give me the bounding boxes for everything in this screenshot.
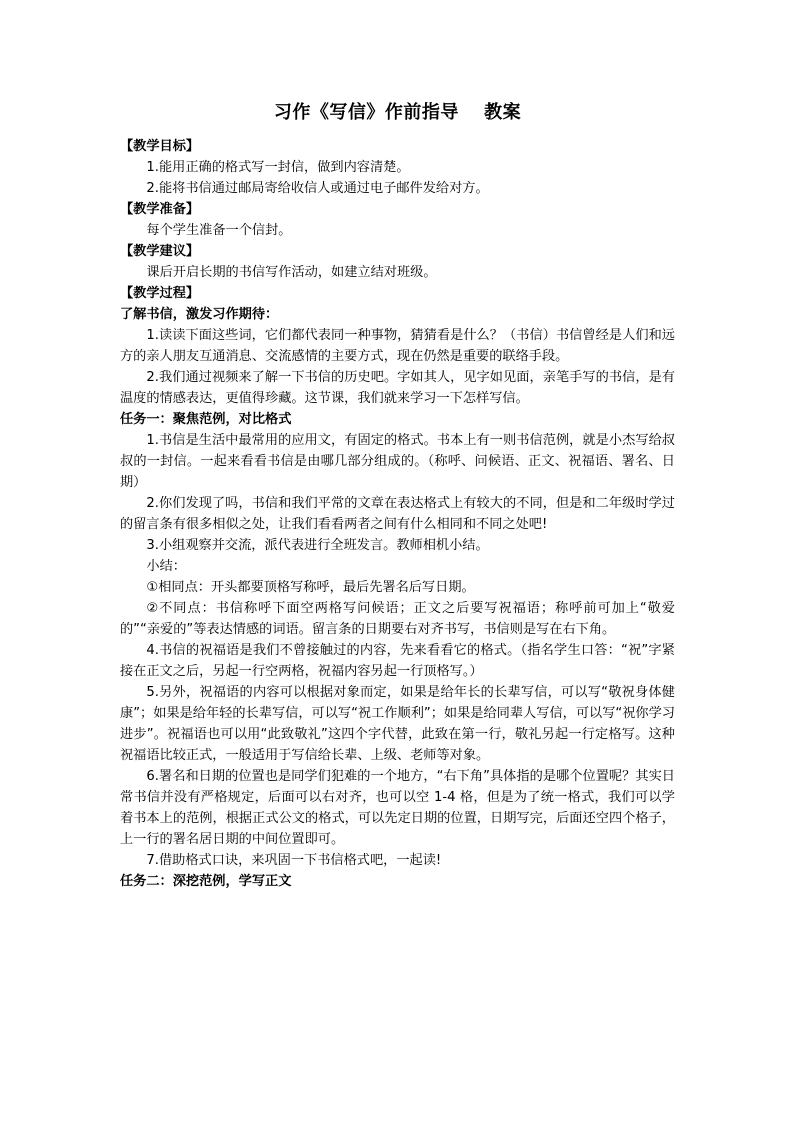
prep-text: 每个学生准备一个信封。 xyxy=(146,223,292,238)
section-advice: 【教学建议】 xyxy=(120,244,200,259)
task1-heading: 任务一：聚焦范例，对比格式 xyxy=(120,412,292,427)
task1-paragraph-3: 3.小组观察并交流，派代表进行全班发言。教师相机小结。 xyxy=(146,538,489,553)
intro-paragraph-1: 1.读读下面这些词，它们都代表同一种事物，猜猜看是什么？（书信）书信曾经是人们和远方的亲人朋友互通消息、交流感情的主要方式，现在仍然是重要的联络手段。 xyxy=(120,328,675,364)
task1-paragraph-5: 5.另外，祝福语的内容可以根据对象而定，如果是给年长的长辈写信，可以写“敬祝身体健康”；如果是给年轻的长辈写信，可以写“祝工作顺利”；如果是给同辈人写信，可以写“祝你学习进步”。祝福语也可以用“此致敬礼”这四个字代替，此致在第一行，敬礼另起一行定格写。这种祝福语比较正式，一般适用于写信给长辈、上级、老师等对象。 xyxy=(120,685,675,763)
task1-paragraph-2: 2.你们发现了吗，书信和我们平常的文章在表达格式上有较大的不同，但是和二年级时学过的留言条有很多相似之处，让我们看看两者之间有什么相同和不同之处吧! xyxy=(120,496,675,532)
task2-heading: 任务二：深挖范例，学写正文 xyxy=(120,874,292,889)
task1-paragraph-6: 6.署名和日期的位置也是同学们犯难的一个地方，“右下角”具体指的是哪个位置呢？其实日常书信并没有严格规定，后面可以右对齐，也可以空 1-4 格，但是为了统一格式，我们可以学着书本上的范例，根据正式公文的格式，可以先定日期的位置，日期写完，后面还空四个格子，上一行的署名居日期的中间位置即可。 xyxy=(120,769,675,847)
document-page xyxy=(120,100,675,892)
intro-paragraph-2: 2.我们通过视频来了解一下书信的历史吧。字如其人，见字如见面，亲笔手写的书信，是有温度的情感表达，更值得珍藏。这节课，我们就来学习一下怎样写信。 xyxy=(120,370,675,406)
section-goal: 【教学目标】 xyxy=(120,139,200,154)
goal-item-2: 2.能将书信通过邮局寄给收信人或通过电子邮件发给对方。 xyxy=(146,181,489,196)
goal-item-1: 1.能用正确的格式写一封信，做到内容清楚。 xyxy=(146,160,410,175)
task1-paragraph-4: 4.书信的祝福语是我们不曾接触过的内容，先来看看它的格式。（指名学生口答：“祝”字紧接在正文之后，另起一行空两格，祝福内容另起一行顶格写。） xyxy=(120,643,675,679)
section-prep: 【教学准备】 xyxy=(120,202,200,217)
section-process: 【教学过程】 xyxy=(120,286,200,301)
summary-label: 小结： xyxy=(146,559,186,574)
task1-paragraph-1: 1.书信是生活中最常用的应用文，有固定的格式。书本上有一则书信范例，就是小杰写给叔叔的一封信。一起来看看书信是由哪几部分组成的。（称呼、问候语、正文、祝福语、署名、日期） xyxy=(120,433,675,490)
summary-same: ①相同点：开头都要顶格写称呼，最后先署名后写日期。 xyxy=(146,580,475,595)
advice-text: 课后开启长期的书信写作活动，如建立结对班级。 xyxy=(146,265,437,280)
summary-diff: ②不同点：书信称呼下面空两格写问候语；正文之后要写祝福语；称呼前可加上“敬爱的”“亲爱的”等表达情感的词语。留言条的日期要右对齐书写，书信则是写在右下角。 xyxy=(120,601,675,637)
intro-heading: 了解书信，激发习作期待： xyxy=(120,307,279,322)
task1-paragraph-7: 7.借助格式口诀，来巩固一下书信格式吧，一起读! xyxy=(146,853,442,868)
document-title: 习作《写信》作前指导 教案 xyxy=(273,102,522,123)
